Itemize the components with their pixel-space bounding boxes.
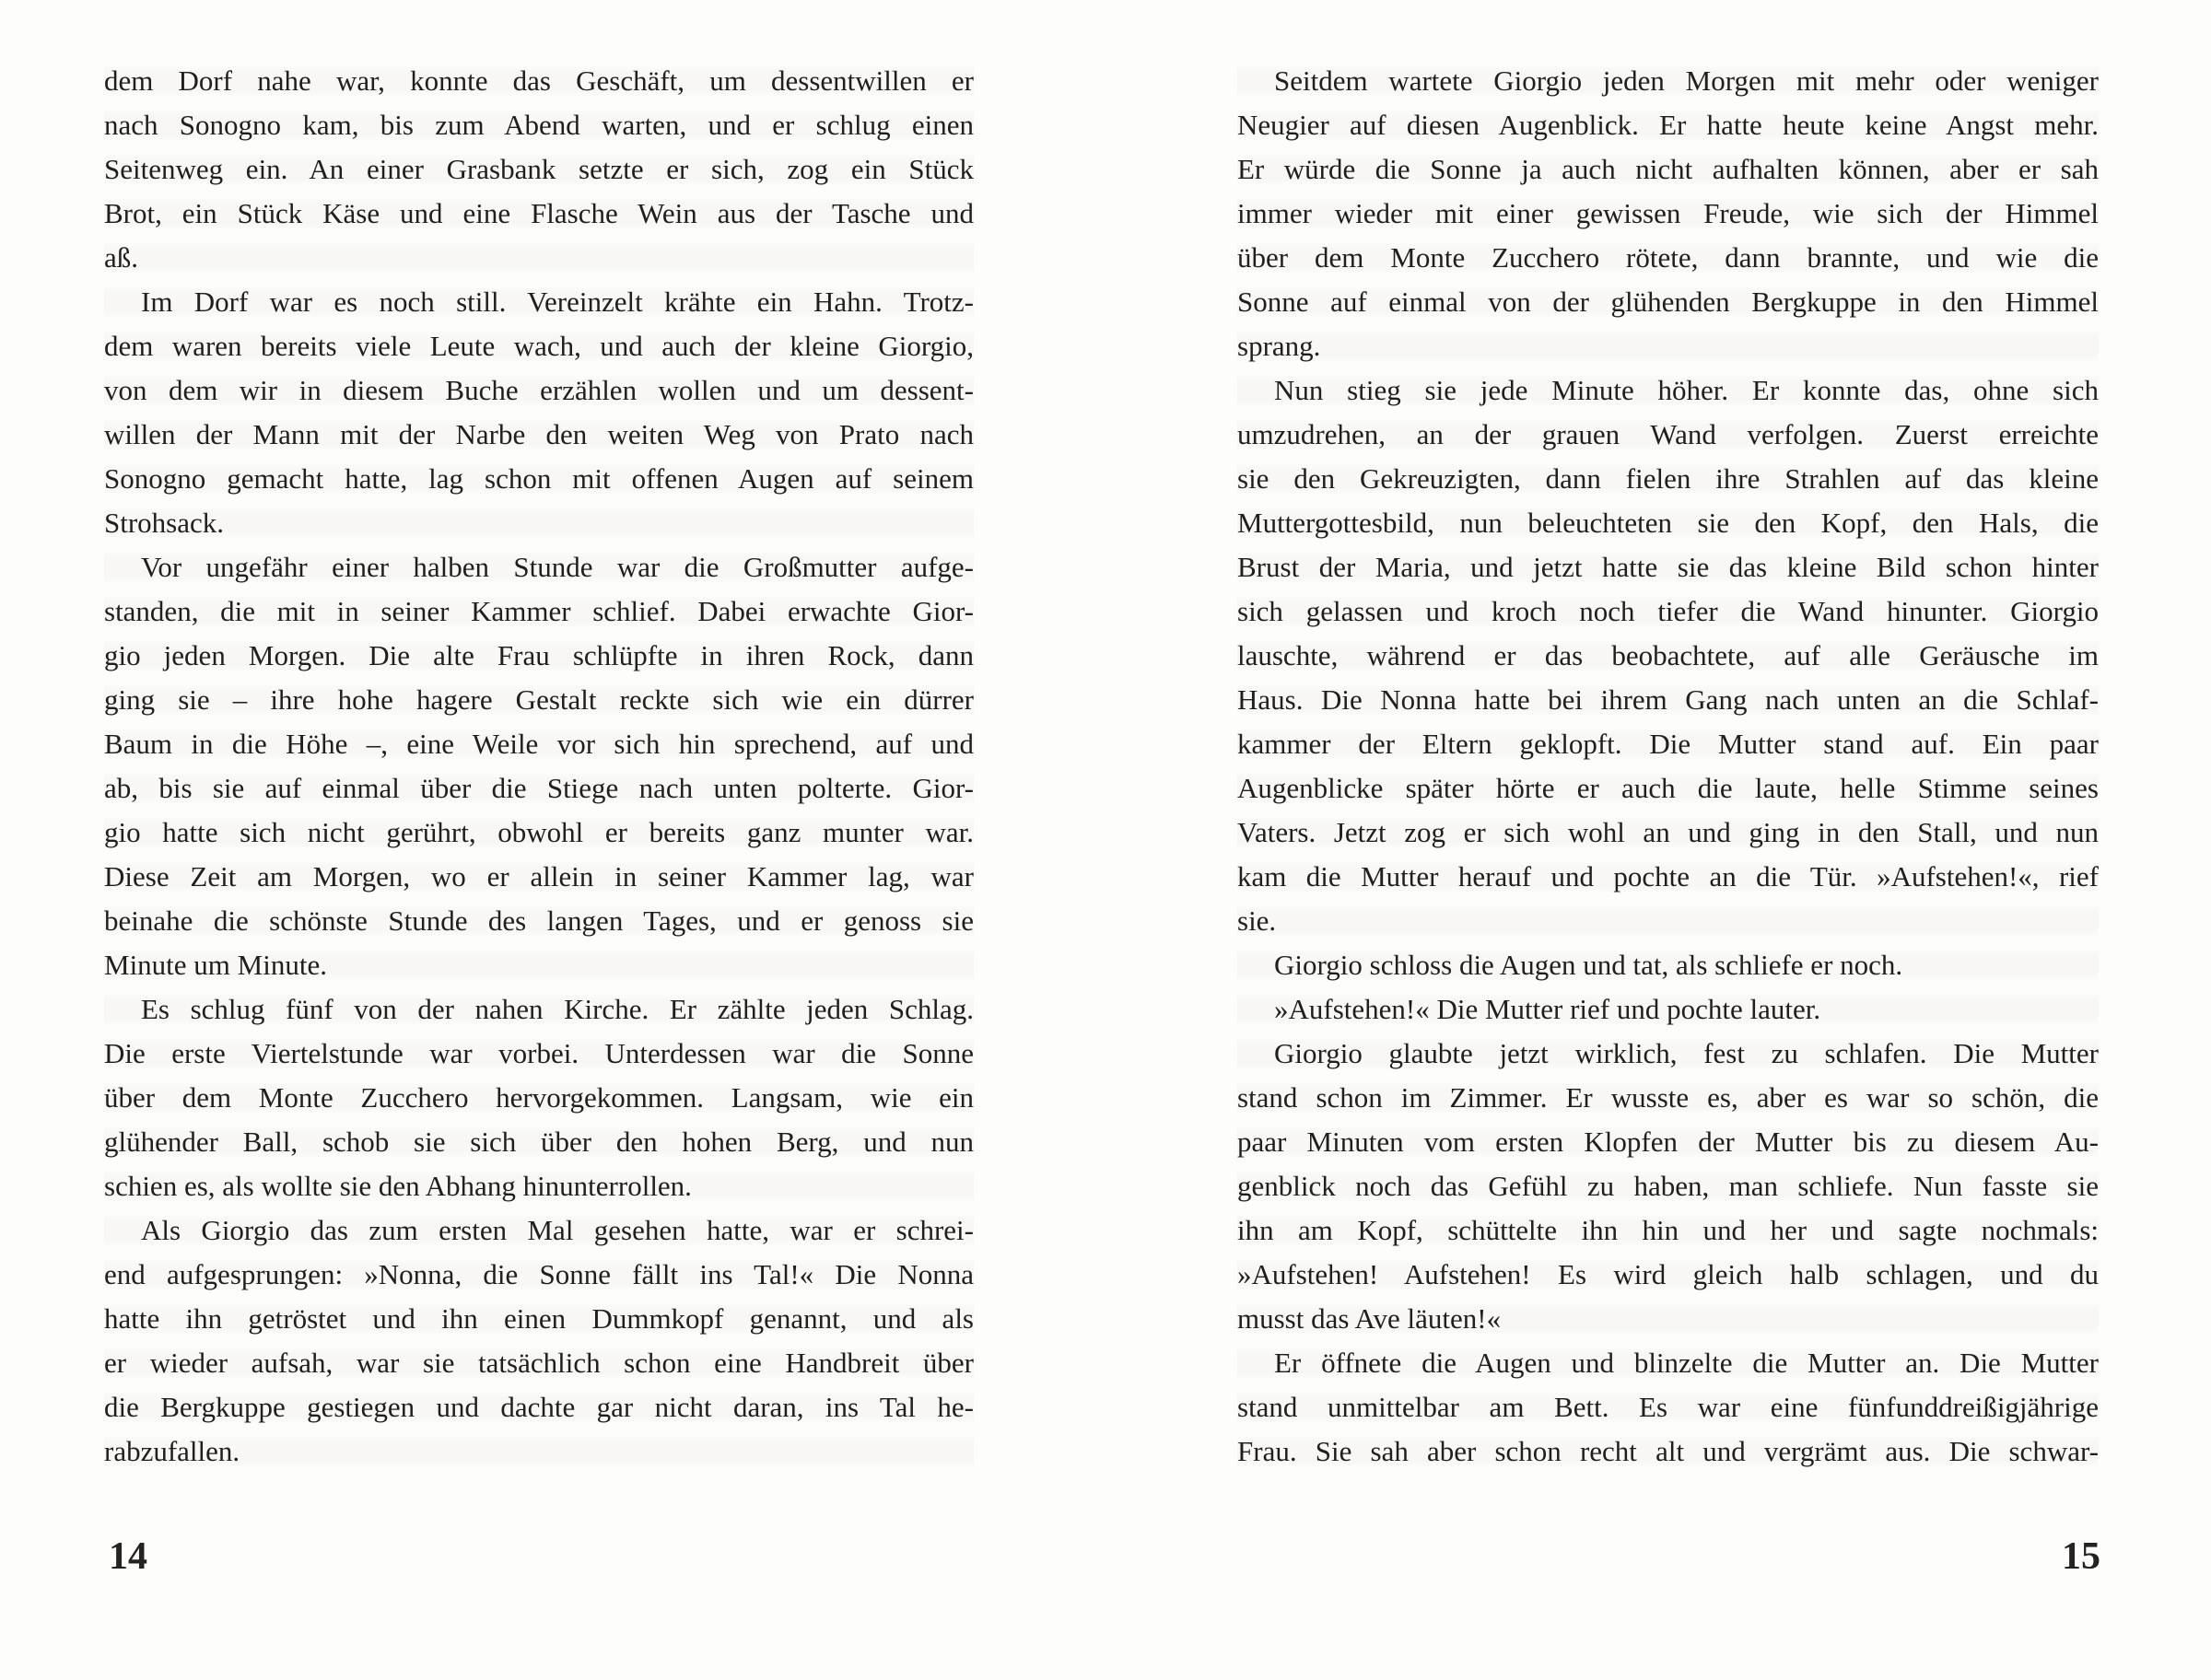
- paragraph: [1237, 1032, 2099, 1341]
- text-line: Im Dorf war es noch still. Vereinzelt krähte ein Hahn. Trotz-: [104, 280, 974, 324]
- text-line: schien es, als wollte sie den Abhang hinunterrollen.: [104, 1164, 974, 1208]
- text-line: Diese Zeit am Morgen, wo er allein in seiner Kammer lag, war: [104, 855, 974, 899]
- text-line: Giorgio schloss die Augen und tat, als schliefe er noch.: [1237, 943, 2099, 987]
- text-line: ging sie – ihre hohe hagere Gestalt reckte sich wie ein dürrer: [104, 678, 974, 722]
- text-line: Muttergottesbild, nun beleuchteten sie den Kopf, den Hals, die: [1237, 501, 2099, 545]
- text-line: »Aufstehen! Aufstehen! Es wird gleich halb schlagen, und du: [1237, 1253, 2099, 1297]
- text-line: standen, die mit in seiner Kammer schlief. Dabei erwachte Gior-: [104, 589, 974, 634]
- text-line: ab, bis sie auf einmal über die Stiege nach unten polterte. Gior-: [104, 766, 974, 811]
- page-15: [1106, 0, 2211, 1680]
- text-line: dem waren bereits viele Leute wach, und auch der kleine Giorgio,: [104, 324, 974, 368]
- text-line: Giorgio glaubte jetzt wirklich, fest zu schlafen. Die Mutter: [1237, 1032, 2099, 1076]
- text-line: Augenblicke später hörte er auch die laute, helle Stimme seines: [1237, 766, 2099, 811]
- paragraph: [104, 59, 974, 280]
- page-15-number: 15: [2062, 1535, 2100, 1578]
- text-line: Sonogno gemacht hatte, lag schon mit offenen Augen auf seinem: [104, 457, 974, 501]
- text-line: kam die Mutter herauf und pochte an die Tür. »Aufstehen!«, rief: [1237, 855, 2099, 899]
- page-15-text-column: [1237, 59, 2099, 1474]
- paragraph: [1237, 987, 2099, 1032]
- text-line: stand unmittelbar am Bett. Es war eine fünfunddreißigjährige: [1237, 1385, 2099, 1429]
- text-line: sie den Gekreuzigten, dann fielen ihre Strahlen auf das kleine: [1237, 457, 2099, 501]
- text-line: Er würde die Sonne ja auch nicht aufhalten können, aber er sah: [1237, 147, 2099, 192]
- text-line: glühender Ball, schob sie sich über den hohen Berg, und nun: [104, 1120, 974, 1164]
- text-line: genblick noch das Gefühl zu haben, man schliefe. Nun fasste sie: [1237, 1164, 2099, 1208]
- text-line: Er öffnete die Augen und blinzelte die Mutter an. Die Mutter: [1237, 1341, 2099, 1385]
- page-14-text-column: [104, 59, 974, 1474]
- text-line: Sonne auf einmal von der glühenden Bergkuppe in den Himmel: [1237, 280, 2099, 324]
- text-line: ihn am Kopf, schüttelte ihn hin und her und sagte nochmals:: [1237, 1208, 2099, 1253]
- text-line: »Aufstehen!« Die Mutter rief und pochte lauter.: [1237, 987, 2099, 1032]
- text-line: über dem Monte Zucchero hervorgekommen. Langsam, wie ein: [104, 1076, 974, 1120]
- text-line: lauschte, während er das beobachtete, auf alle Geräusche im: [1237, 634, 2099, 678]
- text-line: Brot, ein Stück Käse und eine Flasche Wein aus der Tasche und: [104, 192, 974, 236]
- text-line: Seitdem wartete Giorgio jeden Morgen mit mehr oder weniger: [1237, 59, 2099, 103]
- paragraph: [1237, 943, 2099, 987]
- text-line: Neugier auf diesen Augenblick. Er hatte heute keine Angst mehr.: [1237, 103, 2099, 147]
- text-line: paar Minuten vom ersten Klopfen der Mutter bis zu diesem Au-: [1237, 1120, 2099, 1164]
- text-line: Haus. Die Nonna hatte bei ihrem Gang nach unten an die Schlaf-: [1237, 678, 2099, 722]
- text-line: rabzufallen.: [104, 1429, 974, 1474]
- text-line: über dem Monte Zucchero rötete, dann brannte, und wie die: [1237, 236, 2099, 280]
- text-line: Seitenweg ein. An einer Grasbank setzte er sich, zog ein Stück: [104, 147, 974, 192]
- text-line: die Bergkuppe gestiegen und dachte gar nicht daran, ins Tal he-: [104, 1385, 974, 1429]
- paragraph: [104, 280, 974, 545]
- text-line: Es schlug fünf von der nahen Kirche. Er zählte jeden Schlag.: [104, 987, 974, 1032]
- text-line: sich gelassen und kroch noch tiefer die Wand hinunter. Giorgio: [1237, 589, 2099, 634]
- paragraph: [1237, 368, 2099, 943]
- text-line: musst das Ave läuten!«: [1237, 1297, 2099, 1341]
- text-line: aß.: [104, 236, 974, 280]
- paragraph: [104, 987, 974, 1208]
- paragraph: [104, 1208, 974, 1474]
- text-line: sprang.: [1237, 324, 2099, 368]
- text-line: beinahe die schönste Stunde des langen Tages, und er genoss sie: [104, 899, 974, 943]
- text-line: sie.: [1237, 899, 2099, 943]
- text-line: gio hatte sich nicht gerührt, obwohl er bereits ganz munter war.: [104, 811, 974, 855]
- text-line: end aufgesprungen: »Nonna, die Sonne fällt ins Tal!« Die Nonna: [104, 1253, 974, 1297]
- text-line: Nun stieg sie jede Minute höher. Er konnte das, ohne sich: [1237, 368, 2099, 413]
- text-line: kammer der Eltern geklopft. Die Mutter stand auf. Ein paar: [1237, 722, 2099, 766]
- text-line: Frau. Sie sah aber schon recht alt und vergrämt aus. Die schwar-: [1237, 1429, 2099, 1474]
- text-line: Strohsack.: [104, 501, 974, 545]
- text-line: Baum in die Höhe –, eine Weile vor sich hin sprechend, auf und: [104, 722, 974, 766]
- text-line: nach Sonogno kam, bis zum Abend warten, und er schlug einen: [104, 103, 974, 147]
- paragraph: [1237, 1341, 2099, 1474]
- text-line: willen der Mann mit der Narbe den weiten Weg von Prato nach: [104, 413, 974, 457]
- text-line: immer wieder mit einer gewissen Freude, wie sich der Himmel: [1237, 192, 2099, 236]
- text-line: hatte ihn getröstet und ihn einen Dummkopf genannt, und als: [104, 1297, 974, 1341]
- text-line: stand schon im Zimmer. Er wusste es, aber es war so schön, die: [1237, 1076, 2099, 1120]
- paragraph: [1237, 59, 2099, 368]
- text-line: Die erste Viertelstunde war vorbei. Unterdessen war die Sonne: [104, 1032, 974, 1076]
- text-line: Vaters. Jetzt zog er sich wohl an und ging in den Stall, und nun: [1237, 811, 2099, 855]
- text-line: gio jeden Morgen. Die alte Frau schlüpfte in ihren Rock, dann: [104, 634, 974, 678]
- paragraph: [104, 545, 974, 987]
- text-line: umzudrehen, an der grauen Wand verfolgen. Zuerst erreichte: [1237, 413, 2099, 457]
- text-line: er wieder aufsah, war sie tatsächlich schon eine Handbreit über: [104, 1341, 974, 1385]
- text-line: Brust der Maria, und jetzt hatte sie das kleine Bild schon hinter: [1237, 545, 2099, 589]
- page-14-number: 14: [109, 1535, 147, 1578]
- text-line: dem Dorf nahe war, konnte das Geschäft, um dessentwillen er: [104, 59, 974, 103]
- text-line: Als Giorgio das zum ersten Mal gesehen hatte, war er schrei-: [104, 1208, 974, 1253]
- text-line: von dem wir in diesem Buche erzählen wollen und um dessent-: [104, 368, 974, 413]
- text-line: Vor ungefähr einer halben Stunde war die Großmutter aufge-: [104, 545, 974, 589]
- text-line: Minute um Minute.: [104, 943, 974, 987]
